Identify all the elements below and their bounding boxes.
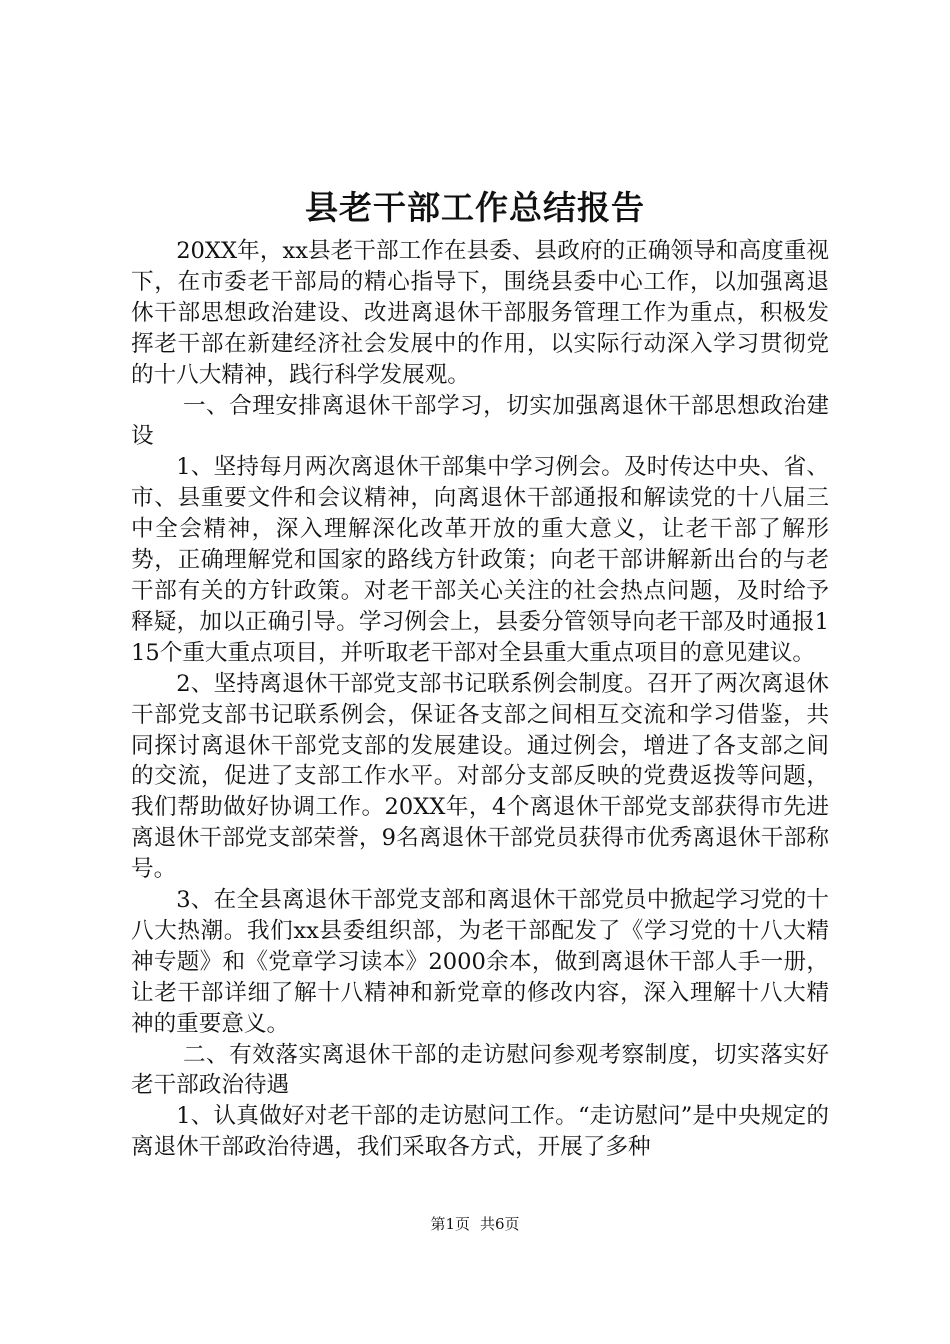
section-heading-1: 一、合理安排离退休干部学习，切实加强离退休干部思想政治建设 bbox=[131, 392, 829, 450]
page-number: 第1页 bbox=[430, 1215, 470, 1233]
paragraph-1-2: 2、坚持离退休干部党支部书记联系例会制度。召开了两次离退休干部党支部书记联系例会，保证各支部之间相互交流和学习借鉴，共同探讨离退休干部党支部的发展建设。通过例会，增进了各支部之间的交流，促进了支部工作水平。对部分支部反映的党费返拨等问题，我们帮助做好协调工作。20XX年，4个离退休干部党支部获得市先进离退休干部党支部荣誉，9名离退休干部党员获得市优秀离退休干部称号。 bbox=[131, 670, 829, 883]
section-heading-2: 二、有效落实离退休干部的走访慰问参观考察制度，切实落实好老干部政治待遇 bbox=[131, 1041, 829, 1099]
document-title: 县老干部工作总结报告 bbox=[305, 188, 645, 227]
document-body bbox=[131, 236, 829, 1163]
page-footer bbox=[0, 1214, 950, 1234]
page-total: 共6页 bbox=[480, 1215, 520, 1233]
paragraph-intro: 20XX年，xx县老干部工作在县委、县政府的正确领导和高度重视下，在市委老干部局的精心指导下，围绕县委中心工作，以加强离退休干部思想政治建设、改进离退休干部服务管理工作为重点，积极发挥老干部在新建经济社会发展中的作用，以实际行动深入学习贯彻党的十八大精神，践行科学发展观。 bbox=[131, 238, 829, 388]
paragraph-1-3: 3、在全县离退休干部党支部和离退休干部党员中掀起学习党的十八大热潮。我们xx县委组织部，为老干部配发了《学习党的十八大精神专题》和《党章学习读本》2000余本，做到离退休干部人手一册，让老干部详细了解十八精神和新党章的修改内容，深入理解十八大精神的重要意义。 bbox=[131, 887, 829, 1037]
paragraph-1-1: 1、坚持每月两次离退休干部集中学习例会。及时传达中央、省、市、县重要文件和会议精神，向离退休干部通报和解读党的十八届三中全会精神，深入理解深化改革开放的重大意义，让老干部了解形势，正确理解党和国家的路线方针政策；向老干部讲解新出台的与老干部有关的方针政策。对老干部关心关注的社会热点问题，及时给予释疑，加以正确引导。学习例会上，县委分管领导向老干部及时通报115个重大重点项目，并听取老干部对全县重大重点项目的意见建议。 bbox=[131, 454, 829, 666]
paragraph-2-1: 1、认真做好对老干部的走访慰问工作。“走访慰问”是中央规定的离退休干部政治待遇，我们采取各方式，开展了多种 bbox=[131, 1103, 829, 1161]
